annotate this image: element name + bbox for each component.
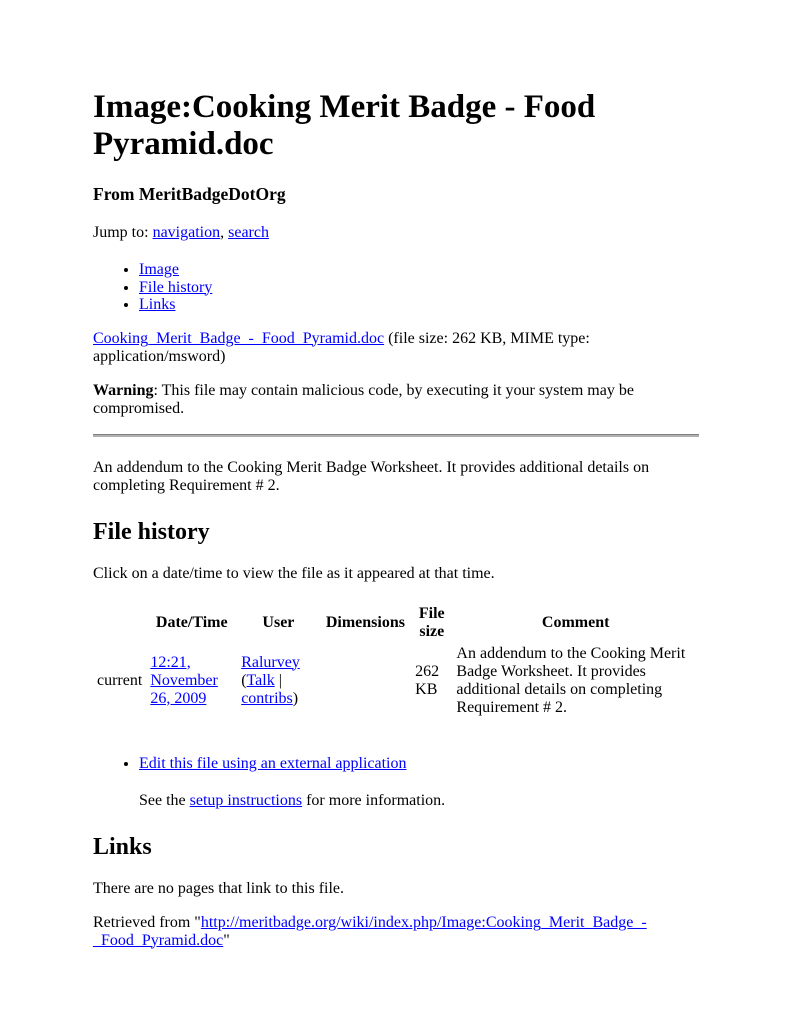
retrieved-suffix: " <box>223 931 230 949</box>
col-header-datetime: Date/Time <box>155 613 228 631</box>
toc-item <box>139 279 699 297</box>
links-empty-text: There are no pages that link to this file. <box>93 879 345 897</box>
edit-action-item <box>139 755 699 810</box>
jump-separator: , <box>220 224 229 241</box>
cell-datetime <box>146 643 237 719</box>
page-title: Image:Cooking Merit Badge - Food Pyramid.doc <box>93 89 596 162</box>
user-paren-open: ( <box>241 671 247 689</box>
col-header-comment: Comment <box>541 613 610 631</box>
file-description: An addendum to the Cooking Merit Badge Worksheet. It provides additional details on completing Requirement # 2. <box>93 458 650 494</box>
site-subtitle: From MeritBadgeDotOrg <box>93 184 286 204</box>
jump-to-label: Jump to: <box>93 224 153 241</box>
retrieved-line <box>93 914 699 950</box>
file-info-line <box>93 330 699 366</box>
warning-body: : This file may contain malicious code, by executing it your system may be compromised. <box>93 381 634 417</box>
navigation-link[interactable]: navigation <box>152 224 221 241</box>
setup-prefix: See the <box>139 792 190 809</box>
retrieved-url-link[interactable]: http://meritbadge.org/wiki/index.php/Image:Cooking_Merit_Badge_-_Food_Pyramid.doc <box>93 913 647 949</box>
datetime-link[interactable]: 12:21, November 26, 2009 <box>150 653 218 707</box>
col-header-user: User <box>262 613 295 631</box>
toc-link-file-history[interactable]: File history <box>139 278 213 296</box>
file-history-table <box>93 603 699 719</box>
search-link[interactable]: search <box>228 224 269 241</box>
toc-link-links[interactable]: Links <box>139 296 176 313</box>
cell-comment: An addendum to the Cooking Merit Badge Worksheet. It provides additional details on completing Requirement # 2. <box>456 644 686 716</box>
links-heading: Links <box>93 833 152 860</box>
setup-instructions-link[interactable]: setup instructions <box>189 792 303 809</box>
warning-text <box>93 382 699 418</box>
cell-file-size: 262 KB <box>415 662 440 698</box>
cell-dimensions <box>320 643 412 719</box>
user-link[interactable]: Ralurvey <box>241 653 300 671</box>
edit-actions-list <box>93 755 699 810</box>
col-header-file-size: File size <box>418 604 445 640</box>
file-meta: (file size: 262 KB, MIME type: application/msword) <box>93 329 590 365</box>
table-header-row <box>93 603 699 643</box>
user-paren-close: ) <box>292 689 299 707</box>
edit-external-link[interactable]: Edit this file using an external application <box>139 754 407 772</box>
user-pipe: | <box>274 671 282 689</box>
table-row <box>93 643 699 719</box>
table-of-contents <box>93 261 699 314</box>
setup-suffix: for more information. <box>302 792 446 809</box>
file-download-link[interactable]: Cooking_Merit_Badge_-_Food_Pyramid.doc <box>93 329 385 347</box>
col-header-current <box>93 603 146 643</box>
toc-item <box>139 296 699 314</box>
retrieved-prefix: Retrieved from " <box>93 913 201 931</box>
col-header-dimensions: Dimensions <box>325 613 405 631</box>
contribs-link[interactable]: contribs <box>241 689 293 707</box>
talk-link[interactable]: Talk <box>246 671 275 689</box>
warning-label: Warning <box>93 381 154 399</box>
cell-current: current <box>97 671 143 689</box>
divider <box>93 434 699 437</box>
cell-user <box>237 643 319 719</box>
file-history-heading: File history <box>93 518 210 545</box>
toc-item <box>139 261 699 279</box>
toc-link-image[interactable]: Image <box>139 261 179 278</box>
setup-line <box>139 792 699 810</box>
jump-to-line <box>93 224 699 242</box>
file-history-hint: Click on a date/time to view the file as it appeared at that time. <box>93 564 495 582</box>
